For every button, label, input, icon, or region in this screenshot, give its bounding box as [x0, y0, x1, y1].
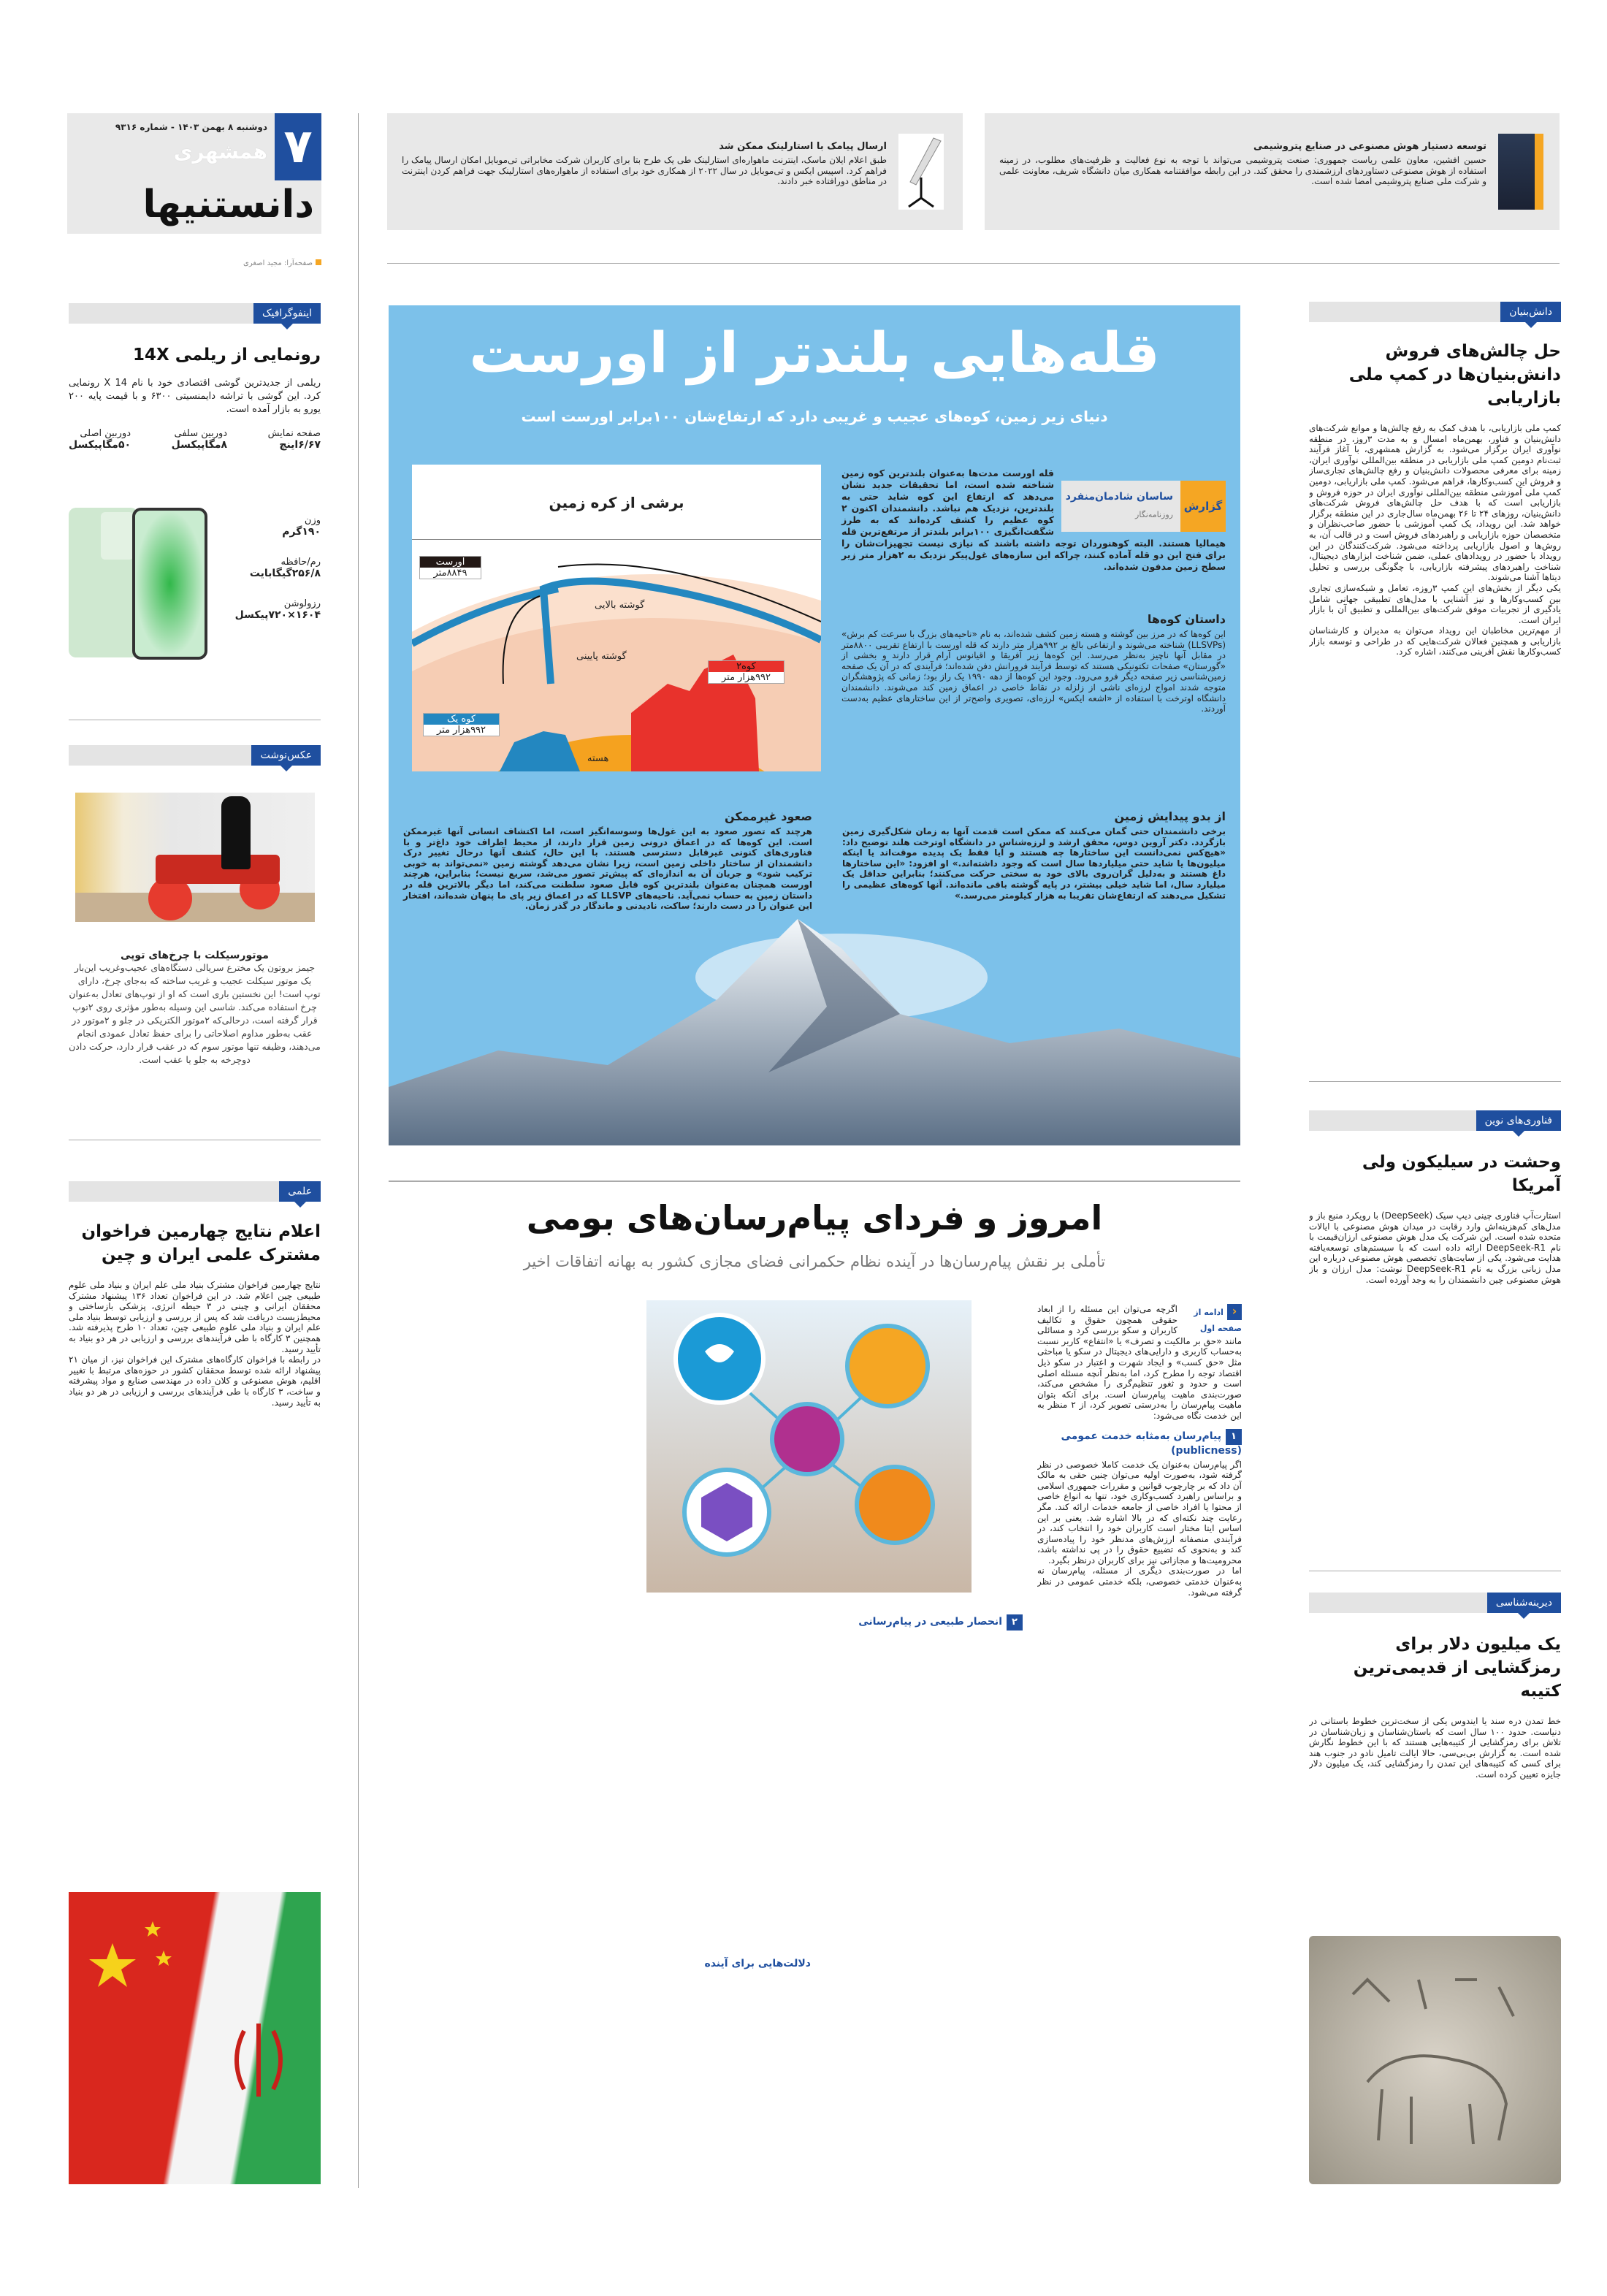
- continued-icon: ‹: [1227, 1304, 1242, 1320]
- column-divider: [358, 113, 359, 2188]
- body-text: از مهم‌ترین مخاطبان این رویداد می‌توان به مدیران و کارشناسان بازاریابی و همچنین فعالان شرکت‌هایی که در طراحی و توسعه بازار کسب‌وکارها نقش آفرینی می‌کنند، اشاره کرد.: [1309, 625, 1561, 657]
- earth-cross-section-diagram: [412, 465, 821, 771]
- spec-label: صفحه نمایش: [267, 428, 321, 439]
- label-core: هسته: [587, 753, 609, 764]
- spec-selfie: [172, 428, 227, 451]
- body-text: نتایج چهارمین فراخوان مشترک بنیاد ملی علم ایران و بنیاد ملی علوم طبیعی چین اعلام شد. در این فراخوان تعداد ۱۳۶ پیشنهاد مشترک محققان ایرانی و چینی در ۳ حیطه انرژی، پزشکی بازساختی و محیط‌زیست دریافت شد که پس از بررسی و ارزیابی توسط بنیاد ملی علم ایران و بنیاد ملی علوم طبیعی چین، تعداد ۱۰ طرح پذیرفته شد. همچنین ۳ کارگاه با طی فرآیندهای بررسی و ارزیابی در هر دو بنیاد به تأیید رسید.: [69, 1280, 321, 1354]
- subheading-text: انحصار طبیعی در پیام‌رسانی: [858, 1616, 1002, 1628]
- messenger-subtitle: تأملی بر نقش پیام‌رسان‌ها در آینده نظام حکمرانی فضای مجازی کشور به بهانه اتفاقات اخیر: [523, 1253, 1106, 1270]
- section-bar-infographic: [69, 303, 321, 324]
- diagram-title: برشی از کره زمین: [549, 494, 684, 511]
- spec-label: رم/حافظه: [280, 557, 321, 568]
- mountain2-label: کوه۲: [709, 661, 784, 672]
- subheading-3: دلالت‌هایی برای آینده: [704, 1958, 811, 1969]
- date-issue: دوشنبه ۸ بهمن ۱۴۰۳ - شماره ۹۳۱۶: [115, 122, 267, 132]
- caption-text: جیمز بروتون یک مخترع سریالی دستگاه‌های عجیب‌وغریب این‌بار یک موتور سیکلت عجیب و غریب ساخته که به‌جای چرخ، دارای توپ است! این نخستین باری است که او از توپ‌های تعادل به‌عنوان چرخ استفاده می‌کند. شاسی این وسیله به‌طور مؤثری روی ۲توپ قرار گرفته است، درحالی‌که ۲موتور الکتریکی در جلو و ۲موتور در عقب به‌طور مداوم اصلاحاتی را برای حفظ تعادل عمودی انجام می‌دهند، وظیفه تنها موتور سوم که در عقب قرار دارد، حرکت دادن دوچرخه به جلو یا عقب است.: [69, 962, 321, 1065]
- messenger-col-1: [1037, 1304, 1242, 2188]
- spec-value: ۲۵۶/۸گیگابایت: [249, 568, 321, 579]
- section-bar-science: [69, 1181, 321, 1202]
- body-text: اگرچه می‌توان این مسئله را از ابعاد حقوقی همچون حقوق و تکالیف کاربران و سکو بررسی کرد و مسائلی مانند «حق بر مالکیت و تصرف» یا «انتفاع» کاربر نسبت به‌حساب کاربری و دارایی‌های دیجیتال در سکو یا مباحثی مثل «حق کسب» و ایجاد شهرت و اعتبار در سکو ذیل اقتصاد توجه را مطرح کرد، اما به‌نظر آنچه مسئله اصلی است و حدود و ثغور تنظیم‌گری را مشخص می‌کند، صورت‌بندی ماهیت پیام‌رسان است. برای آنکه بتوان ماهیت پیام‌رسان را به‌درستی تصویر کرد، از ۲ منظر به این خدمت نگاه می‌شود:: [1037, 1304, 1242, 1421]
- label-upper-mantle: گوشته بالایی: [595, 600, 645, 611]
- body-text: برخی دانشمندان حتی گمان می‌کنند که ممکن است قدمت آنها به زمان شکل‌گیری زمین بازگردد. دکتر آروین دوس، محقق ارشد و لرزه‌شناس در دانشگاه اوترخت هلند توضیح داد: «هیچ‌کس نمی‌دانست این ساختارها چه هستند و آیا فقط یک پدیده موقت‌اند یا اینکه میلیون‌ها یا شاید حتی میلیاردها سال است که وجود داشته‌اند.» او افزود: «این ساختارها داغ هستند و به‌دلیل گران‌روی بالای خود به سختی حرکت می‌کنند؛ بنابراین حداقل یک میلیارد سال، اما شاید خیلی بیشتر، در پایه گوشته باقی مانده‌اند. آنها کوه‌های عظیمی را تشکیل می‌دهند که ارتفاع‌شان تقریبا به هزار کیلومتر می‌رسد.»: [842, 826, 1226, 901]
- article-knowledge-based: [1309, 340, 1561, 1070]
- spec-main-camera: [69, 428, 131, 451]
- spec-value: ۱۶۰۴×۷۲۰پیکسل: [234, 609, 321, 621]
- spec-screen: [268, 428, 321, 451]
- teaser-starlink[interactable]: [387, 113, 963, 230]
- label-mountain-2: [708, 660, 785, 684]
- author-role: روزنامه‌نگار: [1135, 510, 1173, 519]
- credit-text: صفحه‌آرا: مجید اصغری: [243, 259, 313, 267]
- body-text: ریلمی از جدیدترین گوشی اقتصادی خود با نام 14 X رونمایی کرد. این گوشی با تراشه دایمنسیتی ۶۳۰۰ و با قیمت پایه ۲۰۰ یورو به بازار آمده است.: [69, 378, 321, 415]
- spec-value: ۸مگاپیکسل: [171, 439, 228, 451]
- spec-value: ۵۰مگاپیکسل: [69, 439, 131, 451]
- spec-resolution: [218, 598, 321, 621]
- messenger-col-3: [614, 1607, 811, 2188]
- subheading: داستان کوه‌ها: [1147, 612, 1226, 626]
- body-text: استارت‌آپ فناوری چینی دیپ سیک (DeepSeek) با رویکرد منبع باز و مدل‌های کم‌هزینه‌اش وارد رقابت در میدان هوش مصنوعی با ایالات متحده شده است. این شرکت یک مدل هوش مصنوعی ارزان‌قیمت با نام DeepSeek-R1 ارائه داده است که با سیستم‌های توسعه‌یافته هدایت می‌شود. یکی از سایت‌های تخصصی هوش مصنوعی درباره این مدل زبانی بزرگ به نام DeepSeek-R1 نوشت: مدل ارزان و باز هوش مصنوعی چین دانشمندان را به وجد آورده است.: [1309, 1210, 1561, 1285]
- top-divider: [387, 263, 1560, 264]
- mountain1-label: کوه یک: [424, 714, 499, 725]
- feature-title: قله‌هایی بلندتر از اورست: [469, 320, 1160, 385]
- body-text: اگر پیام‌رسان به‌عنوان یک خدمت کاملا خصوصی در نظر گرفته شود، به‌صورت اولیه می‌توان چنین حقی به مالک آن داد که بر چارچوب قوانین و مقررات جمهوری اسلامی و براساس راهبرد کسب‌وکاری خود، تنها به انواع خاصی از محتوا یا افراد خاصی از جامعه خدمات ارائه کند. مگر رعایت چند نکته‌ای که در بالا اشاره شد. یعنی بر این اساس ایتا مختار است کاربران خود را انتخاب کند، در فرآیندی منصفانه ارزش‌های مدنظر خود را پیاده‌سازی کند و به‌نحوی که تضییع حقوق را در پی نداشته باشد، محرومیت‌ها و مجازاتی نیز برای کاربران درنظر بگیرد.: [1037, 1459, 1242, 1565]
- messenger-col-4: [389, 1304, 597, 2188]
- label-everest: [419, 556, 481, 579]
- layout-credit: [67, 259, 321, 267]
- caption-title: موتورسیکلت با چرخ‌های توپی: [121, 950, 269, 961]
- spec-value: ۶/۶۷اینچ: [279, 439, 321, 451]
- spec-memory: [218, 557, 321, 579]
- body-text: هرچند که تصور صعود به این غول‌ها وسوسه‌انگیز است، اما اکتشاف انسانی آنها غیرممکن است. این کوه‌ها که در اعماق درونی زمین قرار دارند، از محیط اطراف خود داغ‌تر و با فناوری‌های کنونی غیرقابل دسترسی هستند. با این حال، کشف آنها درحال تغییر درک دانشمندان از ساختار داخلی زمین است، زیرا نشان می‌دهد گوشته زمین «نمی‌تواند به خوبی ترکیب شود» و جریان آن به اندازه‌ای که پیش‌تر تصور می‌شد، سریع نیست؛ بنابراین، هرچند اورست همچنان به‌عنوان بلندترین کوه قابل صعود سلطنت می‌کند، اما دیگر بالاترین قله در داستان زمین به حساب نمی‌آید. ناحیه‌های LLSVP که در اعماق زیر پای ما پنهان شده‌اند، افتخار این عنوان را در دست دارند؛ ساکت، نادیدنی و ماندگار در گذر زمان.: [403, 826, 812, 912]
- kicker: گزارش: [1180, 481, 1226, 532]
- teaser-photo: [1498, 134, 1543, 210]
- everest-label: اورست: [420, 557, 481, 568]
- headline: حل چالش‌های فروش دانش‌بنیان‌ها در کمپ ملی بازاریابی: [1348, 342, 1561, 408]
- continued-label: ادامه از صفحه اول: [1194, 1308, 1242, 1333]
- subheading: صعود غیرممکن: [724, 809, 812, 823]
- spec-value: ۱۹۰گرم: [282, 526, 321, 538]
- spec-label: رزولوشن: [283, 598, 321, 609]
- headline: وحشت در سیلیکون ولی آمریکا: [1362, 1153, 1561, 1195]
- teaser-text: طبق اعلام ایلان ماسک، اینترنت ماهواره‌ای استارلینک طی یک طرح بتا برای کاربران شرکت مخابراتی تی‌موبایل امکان ارسال پیامک را فراهم کرد. اسپیس ایکس و تی‌موبایل در سال ۲۰۲۲ از همکاری خود برای استفاده از ماهواره‌های استارلینک جهت فراهم کردن اینترنت در مناطق دورافتاده خبر دادند.: [402, 155, 887, 187]
- spec-weight: [218, 515, 321, 538]
- article-deepseek: [1309, 1151, 1561, 1560]
- feature-subtitle: دنیای زیر زمین، کوه‌های عجیب و غریبی دارد که ارتفاع‌شان ۱۰۰برابر اورست است: [521, 408, 1108, 425]
- body-text: این کوه‌ها که در مرز بین گوشته و هسته زمین کشف شده‌اند، به نام «ناحیه‌های بزرگ با سرعت کم برش» (LLSVPs) شناخته می‌شوند و ارتفاعی بالغ بر ۹۹۲هزار متر دارند که قله اورست با ارتفاع تقریبی ۸۸۰۰متر در مقابل آنها ناچیز به‌نظر می‌رسد. این کوه‌ها زیر آفریقا و اقیانوس آرام قرار دارند و بخشی از «گورستان» صفحات تکتونیکی هستند که توسط فرآیند فرورانش دفن شده‌اند؛ فرآیندی که در آن یک صفحه زمین‌شناسی زیر صفحه دیگر فرو می‌رود. وجود این کوه‌ها از دهه ۱۹۹۰ یک راز بود؛ زمانی که پژوهشگران متوجه شدند امواج لرزه‌ای ناشی از زلزله در نقاط خاصی در اعماق زمین کند می‌شوند. دانشمندان دانشگاه اوترخت با استفاده از «اشعه ایکس» لرزه‌ای، تصویری واضح‌تر از این ساختارهای عظیم به‌دست آوردند.: [841, 629, 1226, 714]
- messenger-apps-illustration: [646, 1300, 972, 1593]
- divider: [389, 1181, 1240, 1182]
- feature-everest: [389, 305, 1240, 1145]
- number-badge: ۱: [1226, 1429, 1242, 1445]
- divider: [1309, 1081, 1561, 1082]
- section-bar-archaeology: [1309, 1593, 1561, 1613]
- spec-label: دوربین اصلی: [80, 428, 131, 439]
- motorcycle-photo: [75, 793, 315, 922]
- number-badge: ۲: [1007, 1614, 1023, 1631]
- teaser-title: ارسال پیامک با استارلینک ممکن شد: [719, 141, 887, 152]
- mountain1-height: ۹۹۲هزار متر: [424, 725, 499, 736]
- body-text: خط تمدن دره سند یا ایندوس یکی از سخت‌ترین خطوط باستانی در دنیاست. حدود ۱۰۰ سال است که باستان‌شناسان و زبان‌شناسان در تلاش برای رمزگشایی از کتیبه‌هایی هستند که با این خطوط نگارش شده است. به گزارش بی‌بی‌سی، حالا ایالت تامیل نادو در جنوب هند برای کسی که کتیبه‌های این تمدن را رمزگشایی کند، یک میلیون دلار جایزه تعیین کرده است.: [1309, 1716, 1561, 1780]
- teaser-text: حسین افشین، معاون علمی ریاست جمهوری: صنعت پتروشیمی می‌تواند با توجه به نوع فعالیت و ظرفیت‌های مطلوب، در زمینه استفاده از هوش مصنوعی دستاوردهای ارزشمندی را محقق کند. در این رابطه موافقتنامه همکاری میان دانشگاه شریف، معاونت علمی و شرکت ملی صنایع پتروشیمی امضا شده است.: [999, 155, 1486, 187]
- headline: اعلام نتایج چهارمین فراخوان مشترک علمی ایران و چین: [81, 1222, 321, 1265]
- section-tag: علمی: [279, 1181, 321, 1202]
- spec-label: وزن: [304, 515, 321, 526]
- subheading: از بدو پیدایش زمین: [1114, 809, 1226, 823]
- label-lower-mantle: گوشته پایینی: [576, 651, 627, 662]
- article-iran-china: [69, 1220, 321, 1870]
- section-bar-newtech: [1309, 1110, 1561, 1131]
- section-title: دانستنیها: [142, 183, 314, 226]
- page-number: ۷: [275, 113, 321, 180]
- section-tag: عکس‌نوشت: [251, 745, 321, 766]
- lead-text: قله اورست مدت‌ها به‌عنوان بلندترین کوه زمین شناخته شده است، اما تحقیقات جدید نشان می‌دهد که ارتفاع این کوه شاید حتی به بلندترین، نزدیک هم نباشد. دانشمندان اکنون ۲ کوه عظیم را کشف کرده‌اند که به طرز شگفت‌انگیزی ۱۰۰برابر بلندتر از مرتفع‌ترین قله هیمالیا هستند. البته کوهنوردان توجه داشته باشند که نیازی نیست تجهیزات‌شان را برای فتح این دو قله آماده کنند، چراکه این سازه‌های غول‌پیکر نزدیک به ۲هزار متر زیر سطح زمین مدفون شده‌اند.: [841, 468, 1226, 572]
- body-text: یکی دیگر از بخش‌های این کمپ ۳روزه، تعامل و شبکه‌سازی تجاری بین کسب‌وکارها و نیز آشنایی با مدل‌های تطبیقی جهانی شامل یادگیری از تجربیات موفق شرکت‌های بین‌المللی و تطبیق آن با بازار ایران است.: [1309, 582, 1561, 625]
- label-mountain-1: [423, 713, 500, 736]
- article-inscription: [1309, 1633, 1561, 1925]
- messenger-headline: امروز و فردای پیام‌رسان‌های بومی: [526, 1198, 1103, 1237]
- feature-lead: [841, 468, 1226, 573]
- section-tag: فناوری‌های نوین: [1476, 1110, 1561, 1131]
- section-tag: اینفوگرافیک: [253, 303, 321, 324]
- messenger-col-2: [825, 1607, 1023, 2188]
- section-bar-photo: [69, 745, 321, 766]
- body-text: در رابطه با فراخوان کارگاه‌های مشترک این فراخوان نیز، از میان ۲۱ پیشنهاد ارائه شده توسط محققان کشور در حوزه‌های مرتبط با تغییر اقلیم، هوش مصنوعی و کلان داده در مهندسی صنایع و مواد پیشرفته و ساخت، ۳ کارگاه با طی فرآیندهای بررسی و ارزیابی در هر دو بنیاد به تأیید رسید.: [69, 1354, 321, 1408]
- section-bar-knowledge: [1309, 302, 1561, 322]
- subheading-1: [1037, 1429, 1242, 1457]
- mountain2-height: ۹۹۲هزار متر: [709, 672, 784, 683]
- credit-square-icon: [316, 259, 321, 265]
- everest-height: ۸۸۴۹متر: [420, 568, 481, 579]
- body-text: اما در صورت‌بندی دیگری از مسئله، پیام‌رسان نه به‌عنوان خدمتی خصوصی، بلکه خدمتی عمومی در نظر گرفته می‌شود.: [1037, 1565, 1242, 1598]
- indus-seal-photo: [1309, 1936, 1561, 2184]
- headline: رونمایی از ریلمی 14X: [133, 346, 321, 365]
- paper-logo: همشهری: [173, 140, 267, 164]
- subheading-2: [825, 1614, 1023, 1631]
- spec-label: دوربین سلفی: [174, 428, 228, 439]
- subheading-text: پیام‌رسان به‌مثابه خدمت عمومی (publicness): [1061, 1430, 1242, 1457]
- section-tag: دانش‌بنیان: [1500, 302, 1561, 322]
- body-text: کمپ ملی بازاریابی، با هدف کمک به رفع چالش‌ها و موانع شرکت‌های دانش‌بنیان و فناور، بهمن‌ماه امسال و به مدت ۳روز، در منطقه نوآوری ایران برگزار می‌شود. به گزارش همشهری، با آغاز فرآیند ثبت‌نام دومین کمپ ملی بازاریابی در منطقه بین‌المللی نوآوری ایران، زمینه برای معرفی محصولات دانش‌بنیان و رفع چالش‌های تجاری‌ساز و فروش این کسب‌وکارها، فراهم می‌شود. کمپ ملی بازاریابی، دومین کمپ ملی آموزشی منطقه بین‌المللی نوآوری ایران در حوزه فروش و بازاریابی است که با هدف حل چالش‌های فروش شرکت‌های دانش‌بنیان، روزهای ۲۴ تا ۲۶ بهمن‌ماه سال‌جاری در این منطقه برگزار خواهد شد. این رویداد، یک کمپ آموزشی با حضور صاحب‌نظران و متخصصان حوزه بازاریابی و راهبردهای فروش است و در قالب آن، به روش‌ها و اصول بازاریابی پرداخته می‌شود. شرکت‌کنندگان در این رویداد با حضور در رویدادهای عملی، ضمن شناخت ابزارهای دیجیتال، شناخت راهبردهای پیشرفته بازاریابی، با چگونگی بررسی و تحلیل دیتاها آشنا می‌شوند.: [1309, 423, 1561, 583]
- teaser-petrochemical[interactable]: [985, 113, 1560, 230]
- headline: یک میلیون دلار برای رمزگشایی از قدیمی‌ترین کتیبه: [1353, 1635, 1561, 1701]
- teaser-title: توسعه دستیار هوش مصنوعی در صنایع پتروشیمی: [1253, 141, 1486, 152]
- satellite-dish-icon: [898, 134, 944, 210]
- phone-image: [69, 508, 207, 661]
- infographic-realme: [69, 343, 321, 709]
- iran-china-flags-photo: [69, 1892, 321, 2184]
- photo-caption: [69, 950, 321, 1125]
- section-tag: دیرینه‌شناسی: [1487, 1593, 1561, 1613]
- masthead: [67, 113, 321, 234]
- author-name: ساسان شادمان‌منفرد: [1065, 491, 1173, 503]
